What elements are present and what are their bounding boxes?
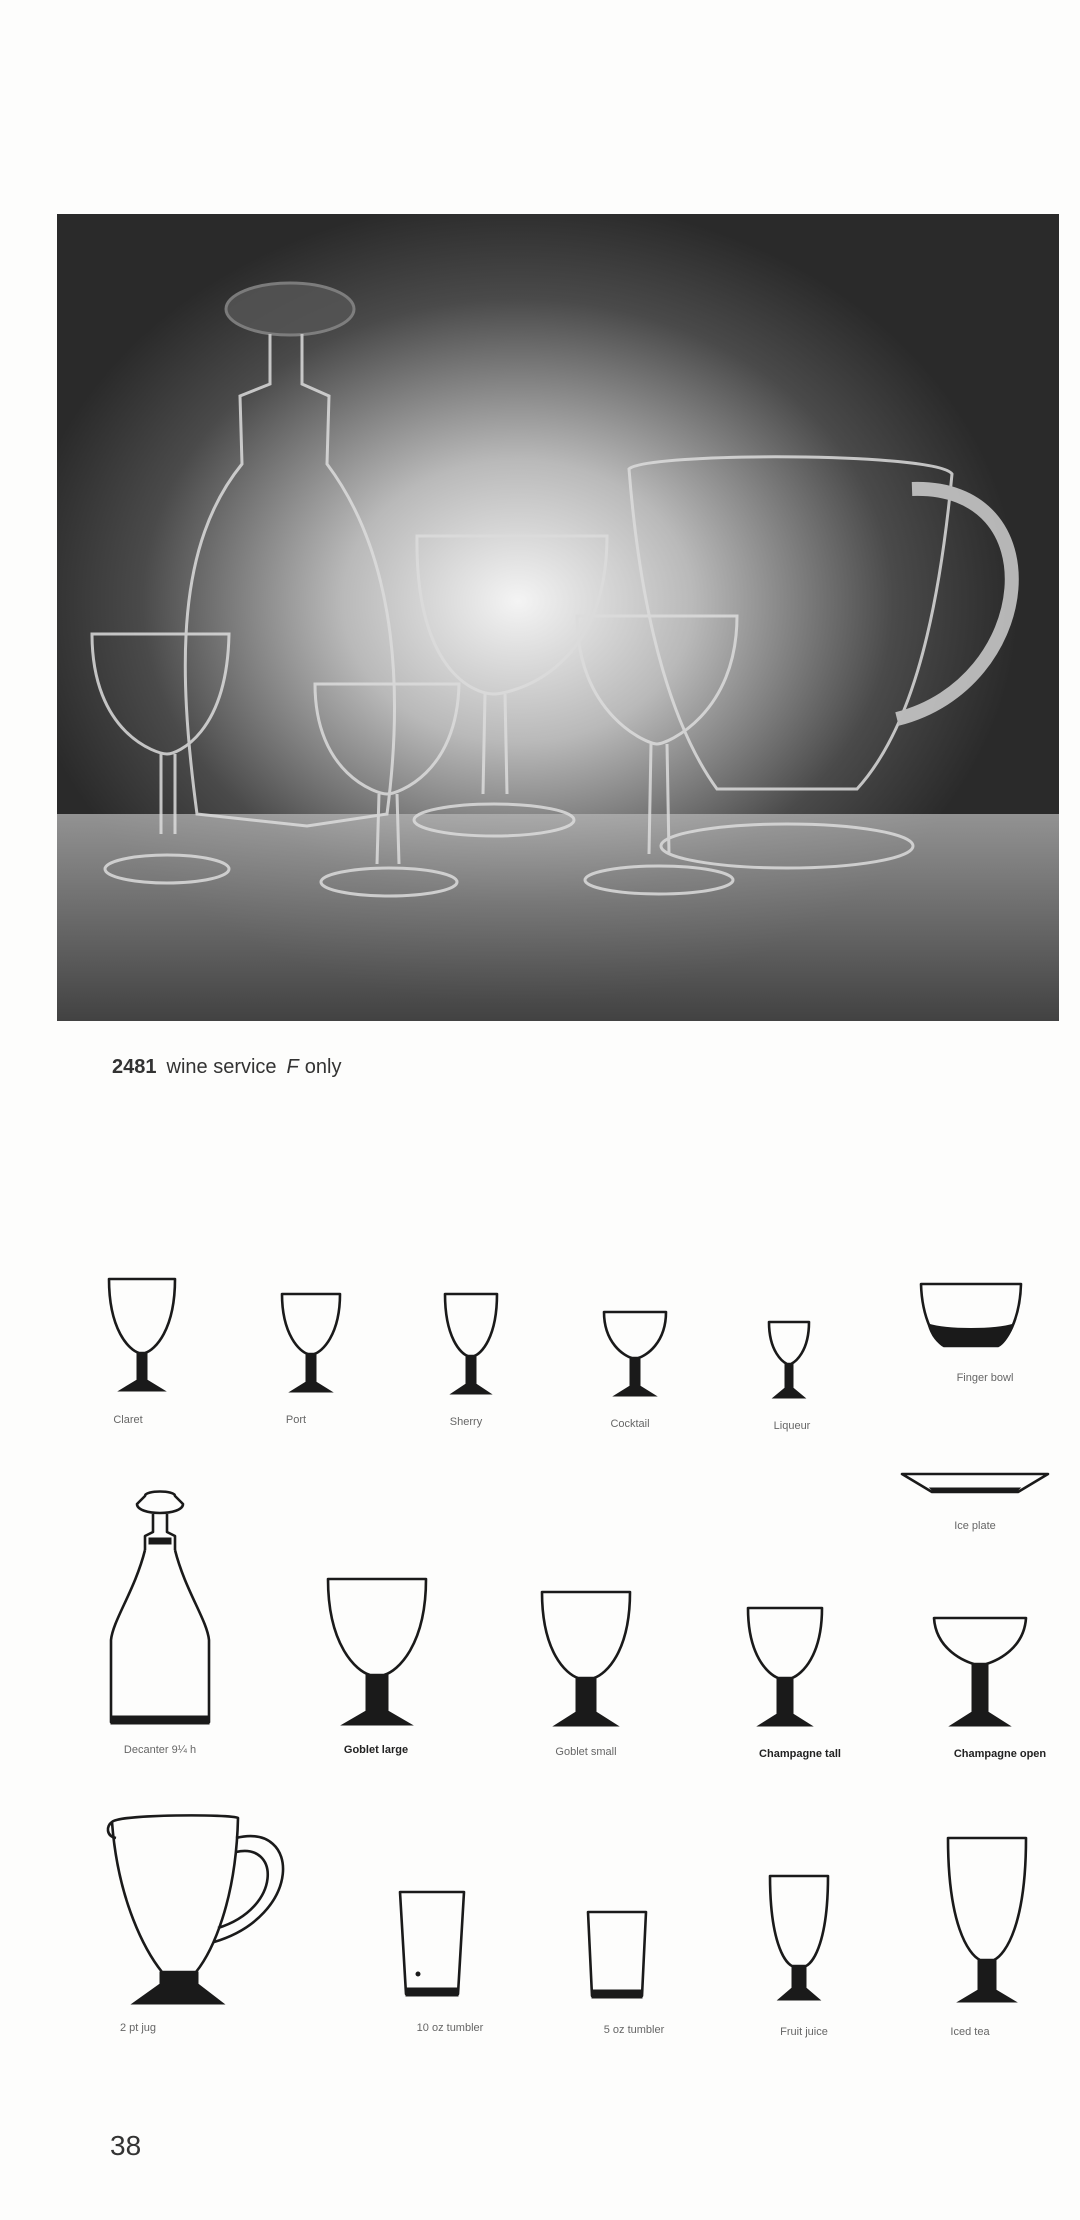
cocktail-label: Cocktail (610, 1418, 650, 1430)
sherry-label: Sherry (449, 1416, 483, 1428)
liqueur-glass (765, 1318, 813, 1402)
decanter-label: Decanter 9¼ h (123, 1744, 197, 1756)
wine-service-photo (57, 214, 1059, 1021)
jug-label: 2 pt jug (119, 2022, 157, 2034)
finger-bowl-label: Finger bowl (956, 1372, 1014, 1384)
champagne-open (930, 1614, 1030, 1732)
finger-bowl (918, 1280, 1024, 1352)
jug (106, 1812, 292, 2012)
goblet-large (324, 1575, 430, 1731)
iced-tea-label: Iced tea (950, 2026, 990, 2038)
caption-number: 2481 (112, 1056, 157, 1078)
champagne-tall-label: Champagne tall (759, 1748, 841, 1760)
champagne-open-label: Champagne open (953, 1748, 1047, 1760)
claret-label: Claret (113, 1414, 143, 1426)
ice-plate-label: Ice plate (954, 1520, 996, 1532)
goblet-large-label: Goblet large (343, 1744, 409, 1756)
tumbler-5oz-label: 5 oz tumbler (603, 2024, 665, 2036)
cocktail-glass (600, 1308, 670, 1400)
goblet-small (538, 1588, 634, 1732)
caption-letter: F (286, 1056, 299, 1078)
sherry-glass (441, 1290, 501, 1398)
ice-plate (900, 1470, 1050, 1498)
port-label: Port (285, 1414, 307, 1426)
claret-glass (105, 1275, 179, 1395)
port-glass (278, 1290, 344, 1396)
tumbler-10oz-label: 10 oz tumbler (416, 2022, 484, 2034)
fruit-juice-label: Fruit juice (780, 2026, 828, 2038)
photo-caption (112, 1056, 341, 1079)
fruit-juice-glass (766, 1872, 832, 2006)
caption-suffix: only (304, 1056, 342, 1078)
caption-text: wine service (166, 1056, 277, 1078)
page-number: 38 (110, 2130, 142, 2161)
champagne-tall (744, 1604, 826, 1732)
decanter (105, 1490, 215, 1730)
tumbler-5oz (584, 1908, 650, 2002)
iced-tea-glass (944, 1834, 1030, 2008)
tumbler-10oz (396, 1888, 468, 2000)
goblet-small-label: Goblet small (555, 1746, 617, 1758)
liqueur-label: Liqueur (773, 1420, 811, 1432)
